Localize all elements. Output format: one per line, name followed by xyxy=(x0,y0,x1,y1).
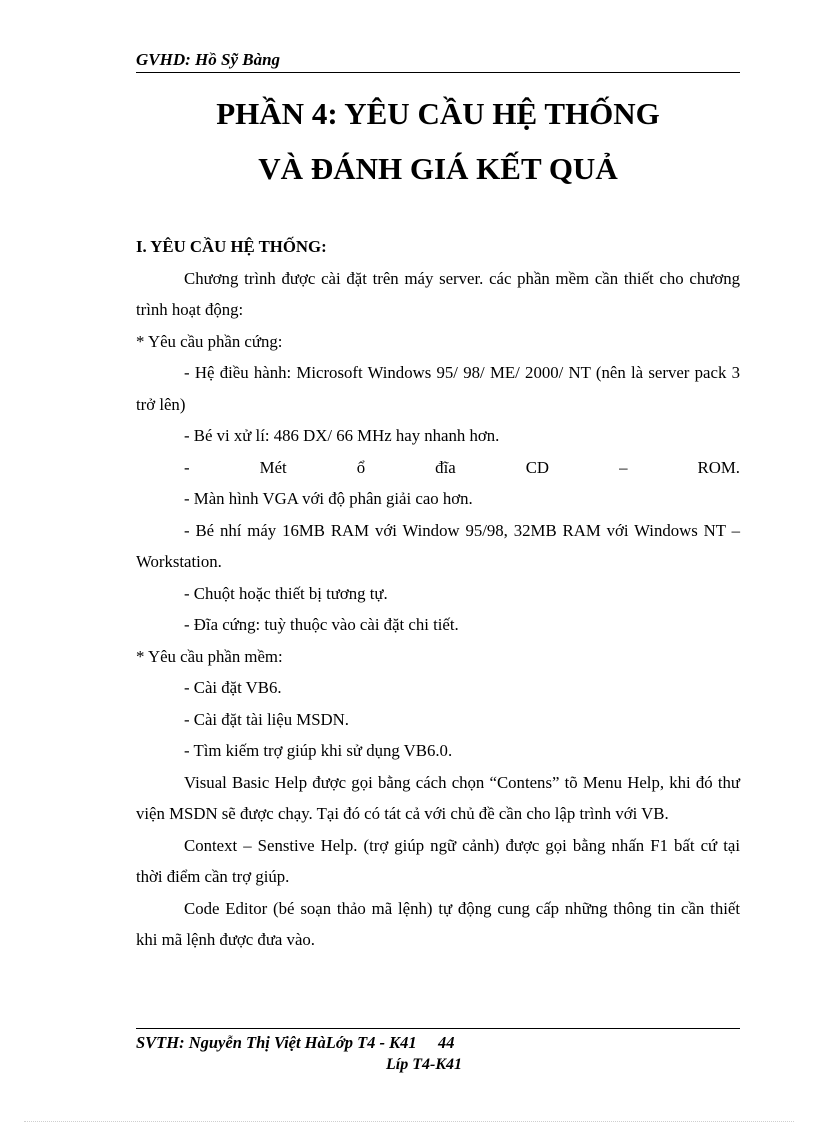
header-rule xyxy=(136,72,740,73)
hardware-item-mouse: - Chuột hoặc thiết bị tương tự. xyxy=(184,583,388,603)
software-item-msdn: - Cài đặt tài liệu MSDN. xyxy=(184,709,349,729)
hardware-item-cpu: - Bé vi xử lí: 486 DX/ 66 MHz hay nhanh hơn. xyxy=(184,426,500,445)
intro-paragraph: Chương trình được cài đặt trên máy server. các phần mềm cần thiết cho chương trình hoạt động: xyxy=(136,268,740,319)
footer-student: SVTH: Nguyễn Thị Việt HàLớp T4 - K41 xyxy=(136,1033,417,1052)
footer-class: Líp T4-K41 xyxy=(386,1056,462,1073)
software-heading: * Yêu cầu phần mềm: xyxy=(136,646,283,666)
paragraph-code-editor: Code Editor (bé soạn thảo mã lệnh) tự động cung cấp những thông tin cần thiết khi mã lệnh được đưa vào. xyxy=(136,898,740,949)
paragraph-context-help: Context – Senstive Help. (trợ giúp ngữ cảnh) được gọi bằng nhấn F1 bất cứ tại thời điểm cần trợ giúp. xyxy=(136,835,740,886)
hardware-heading: * Yêu cầu phần cứng: xyxy=(136,331,283,351)
header-advisor: GVHD: Hồ Sỹ Bàng xyxy=(136,50,281,69)
page-break-line xyxy=(24,1121,794,1122)
software-item-vb6: - Cài đặt VB6. xyxy=(184,678,282,697)
hardware-item-disk: - Đĩa cứng: tuỳ thuộc vào cài đặt chi tiết. xyxy=(184,615,459,634)
hardware-item-os: - Hệ điều hành: Microsoft Windows 95/ 98/ ME/ 2000/ NT (nên là server pack 3 trở lên) xyxy=(136,363,740,414)
page-number: 44 xyxy=(438,1033,455,1052)
hardware-item-cdrom: - Mét ổ đĩa CD – ROM. xyxy=(184,457,740,477)
chapter-title-line-2: VÀ ĐÁNH GIÁ KẾT QUẢ xyxy=(258,151,618,186)
chapter-title-line-1: PHẦN 4: YÊU CẦU HỆ THỐNG xyxy=(216,96,660,131)
body-text xyxy=(136,231,740,956)
section-heading: I. YÊU CẦU HỆ THỐNG: xyxy=(136,237,327,256)
footer-rule xyxy=(136,1028,740,1029)
hardware-item-ram: - Bé nhí máy 16MB RAM với Window 95/98, 32MB RAM với Windows NT – Workstation. xyxy=(136,520,740,571)
hardware-item-monitor: - Màn hình VGA với độ phân giải cao hơn. xyxy=(184,489,473,508)
software-item-help: - Tìm kiếm trợ giúp khi sử dụng VB6.0. xyxy=(184,741,453,760)
paragraph-vb-help: Visual Basic Help được gọi bằng cách chọn “Contens” tõ Menu Help, khi đó thư viện MSDN sẽ được chạy. Tại đó có tát cả với chủ đề cần cho lập trình với VB. xyxy=(136,772,740,823)
